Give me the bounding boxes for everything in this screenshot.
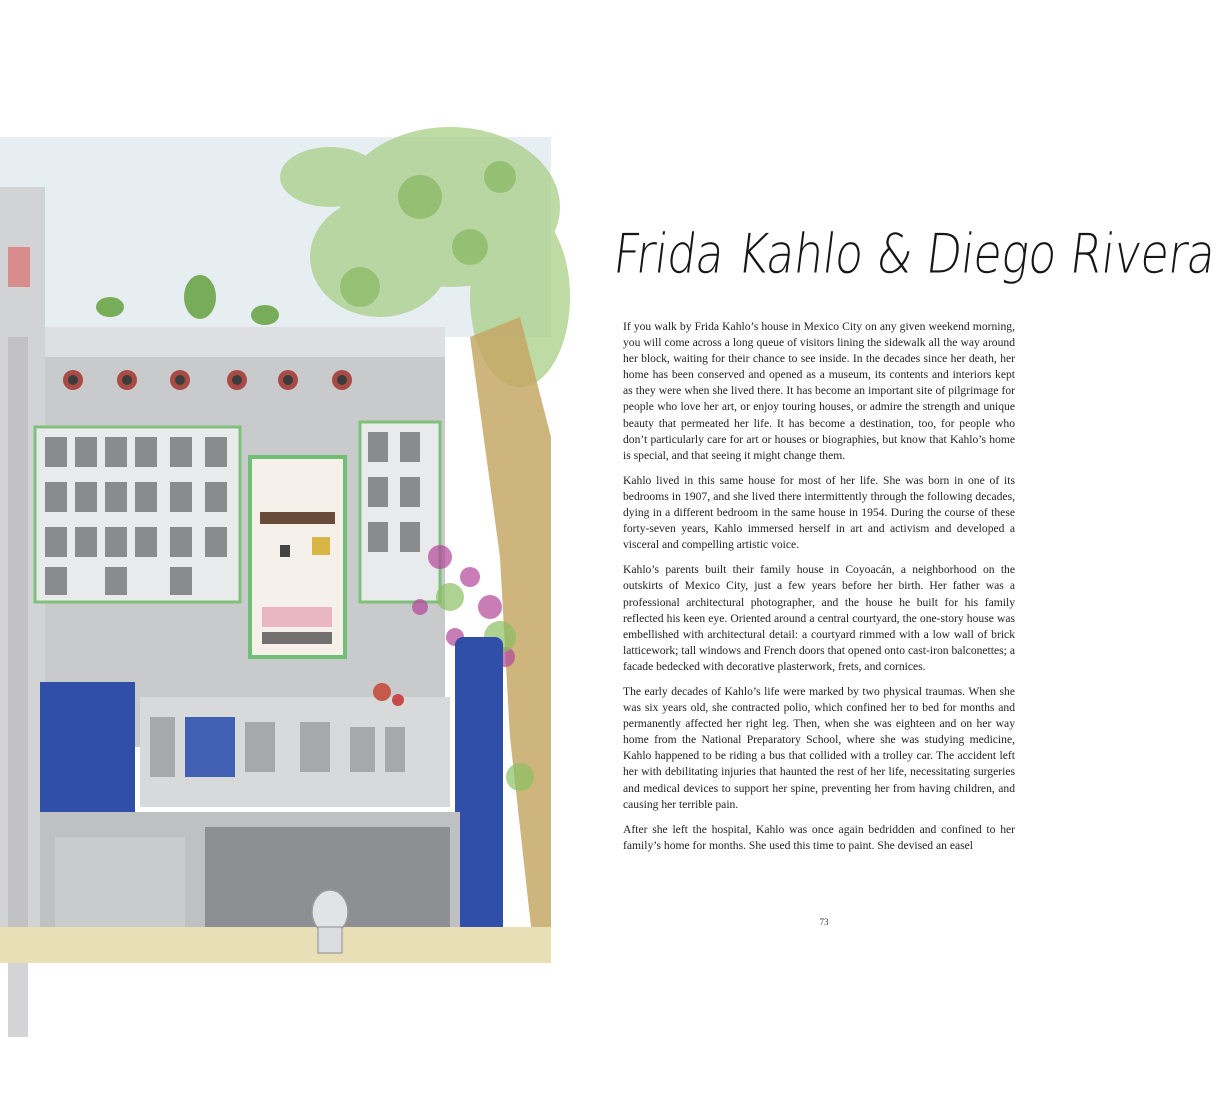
paragraph: After she left the hospital, Kahlo was once again bedridden and confined to her family’s home for months. She used this time to paint. She devised an easel [623, 822, 1015, 852]
paragraph: Kahlo lived in this same house for most of her life. She was born in one of its bedrooms in 1907, and she lived there intermittently through the following decades, dying in a different bedroom in the same house in 1954. During the course of these forty-seven years, Kahlo immersed herself in art and activism and developed a visceral and compelling artistic voice. [623, 473, 1015, 552]
paragraph: If you walk by Frida Kahlo’s house in Mexico City on any given weekend morning, you will come across a long queue of visitors lining the sidewalk all the way around her block, waiting for their chance to see inside. In the decades since her death, her home has been conserved and opened as a museum, its contents and interiors kept as they were when she lived there. It has become an important site of pilgrimage for people who love her art, or enjoy touring houses, or admire the strength and unique beauty that permeated her life. It has become a destination, too, for people who don’t particularly care for art or houses or biographies, but know that Kahlo’s home is special, and that seeing it might change them. [623, 320, 1015, 462]
page-number: 73 [819, 917, 829, 927]
article-body [623, 319, 1015, 863]
watercolor-illustration-kahlo-house [0, 137, 551, 963]
paragraph: The early decades of Kahlo’s life were marked by two physical traumas. When she was six years old, she contracted polio, which confined her to bed for months and permanently affected her right leg. Then, when she was eighteen and on her way home from the National Preparatory School, where she was studying medicine, Kahlo happened to be riding a bus that collided with a trolley car. The accident left her with debilitating injuries that haunted the rest of her life, necessitating surgeries and medical devices to support her spine, preventing her from having children, and causing her terrible pain. [623, 684, 1015, 811]
paragraph: Kahlo’s parents built their family house in Coyoacán, a neighborhood on the outskirts of Mexico City, just a few years before her birth. Her father was a professional architectural photographer, and the house he built for his family reflected his keen eye. Oriented around a central courtyard, the one-story house was embellished with architectural detail: a courtyard rimmed with a low wall of brick latticework; tall windows and French doors that opened onto cast-iron balconettes; a facade bedecked with decorative plasterwork, frets, and cornices. [623, 563, 1015, 673]
page-title: Frida Kahlo & Diego Rivera [610, 222, 1219, 286]
